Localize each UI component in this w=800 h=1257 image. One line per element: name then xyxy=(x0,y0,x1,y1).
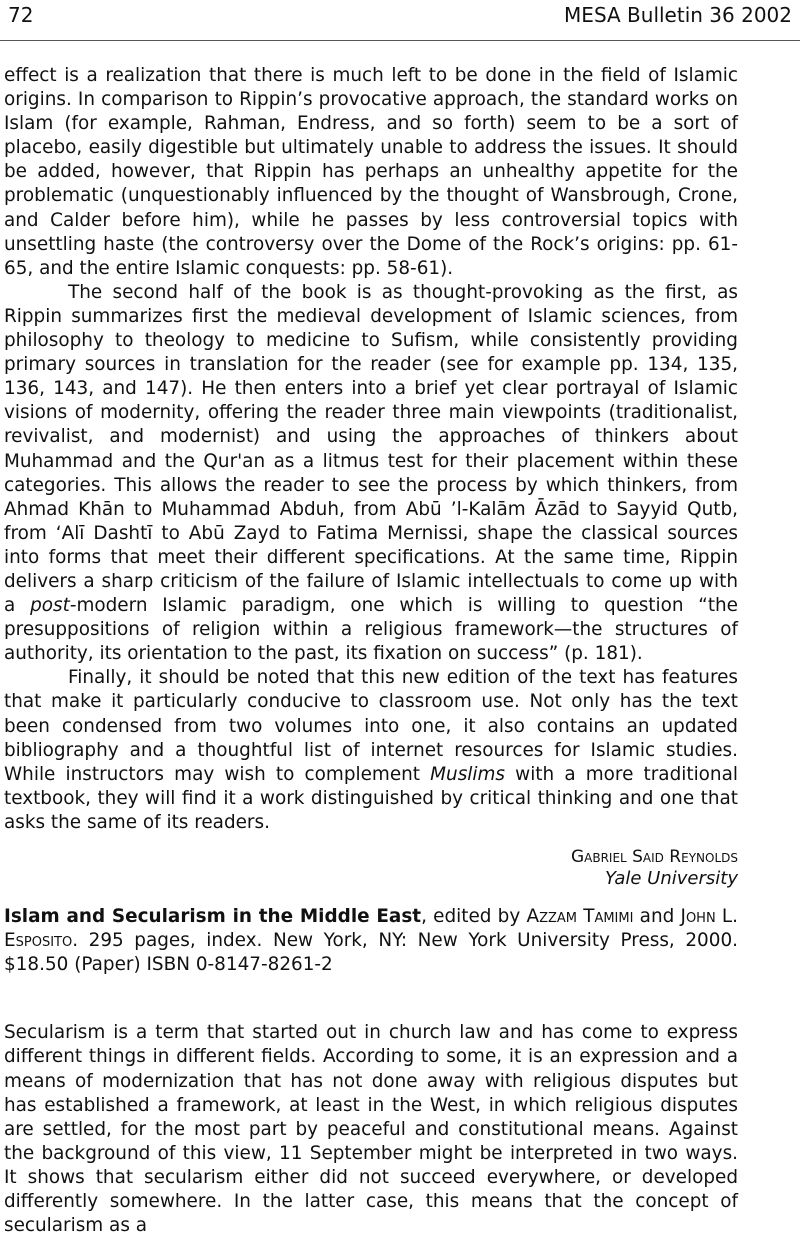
book-title: Islam and Secularism in the Middle East xyxy=(4,906,422,927)
running-header xyxy=(8,2,792,28)
header-rule xyxy=(0,40,800,41)
review-paragraph-1: effect is a realization that there is much left to be done in the field of Islamic origins. In comparison to Rippin’s provocative approach, the standard works on Islam (for example, Rahman, Endress, and so forth) seem to be a sort of placebo, easily digestible but ultimately unable to address the issues. It should be added, however, that Rippin has perhaps an unhealthy appetite for the problematic (unquestionably influenced by the thought of Wansbrough, Crone, and Calder before him), while he passes by less controversial topics with unsettling haste (the controversy over the Dome of the Rock’s origins: pp. 61-65, and the entire Islamic conquests: pp. 58-61). xyxy=(4,65,738,279)
edited-by-text: , edited by xyxy=(421,906,521,927)
paragraph-3-end: with a more traditional textbook, they will find it a work distinguished by critical thinking and one that asks the same of its readers. xyxy=(4,763,738,833)
paragraph-2-end: modern Islamic paradigm, one which is willing to question “the presuppositions of religion within a religious framework—the structures of authority, its orientation to the past, its fixation on success” (p. 181). xyxy=(4,595,738,665)
page-number: 72 xyxy=(8,3,34,27)
book-title-italic: Muslims xyxy=(430,763,505,785)
reviewer-affiliation: Yale University xyxy=(605,868,738,889)
review-2-body xyxy=(4,1003,738,1257)
book-reference xyxy=(4,905,738,977)
review-2-paragraph-1: Secularism is a term that started out in church law and has come to express different things in different fields. According to some, it is an expression and a means of modernization that has not done away with religious disputes but has established a framework, at least in the West, in which religious disputes are settled, for the most part by peaceful and constitutional means. Against the background of this view, 11 September might be interpreted in two ways. It shows that secularism either did not succeed everywhere, or developed differently somewhere. In the latter case, this means that the concept of secularism as a xyxy=(4,1022,738,1237)
publication-details: . 295 pages, index. New York, NY: New York University Press, 2000. $18.50 (Paper) xyxy=(4,930,738,975)
emphasis-post: post- xyxy=(30,595,77,617)
paragraph-2-text: The second half of the book is as thought-provoking as the first, as Rippin summarizes first the medieval development of Islamic sciences, from philosophy to theology to medicine to Sufism, while consistently providing primary sources in translation for the reader (see for example pp. 134, 135, 136, 143, and 147). He then enters into a brief yet clear portrayal of Islamic visions of modernity, offering the reader three main viewpoints (traditionalist, revivalist, and modernist) and using the approaches of thinkers about Muhammad and the Qur'an as a litmus test for their placement within these categories. This allows the reader to see the process by which thinkers, from Ahmad Khān to Muhammad Abduh, from Abū ’l-Kalām Āzād to Sayyid Qutb, from ‘Alī Dashtī to Abū Zayd to Fatima Mernissi, shape the classical sources into forms that meet their different specifications. At the same time, Rippin delivers a sharp criticism of the failure of Islamic intellectuals to come up with a xyxy=(4,281,738,617)
editor-1: Azzam Tamimi xyxy=(526,906,634,927)
isbn-number: 0-8147-8261-2 xyxy=(195,954,333,975)
editor-2: John L. Esposito xyxy=(4,906,738,951)
review-paragraph-3 xyxy=(4,666,738,835)
reviewer-signature xyxy=(571,846,738,890)
isbn-label: ISBN xyxy=(146,954,190,975)
review-body xyxy=(4,64,738,835)
journal-title: MESA Bulletin 36 2002 xyxy=(564,3,792,27)
review-paragraph-2 xyxy=(4,281,738,667)
reviewer-name: Gabriel Said Reynolds xyxy=(570,847,738,867)
paragraph-3-text: Finally, it should be noted that this new edition of the text has features that make it particularly conducive to classroom use. Not only has the text been condensed from two volumes into one, it also contains an updated bibliography and a thoughtful list of internet resources for Islamic studies. While instructors may wish to complement xyxy=(4,667,738,785)
and-text: and xyxy=(639,906,675,927)
